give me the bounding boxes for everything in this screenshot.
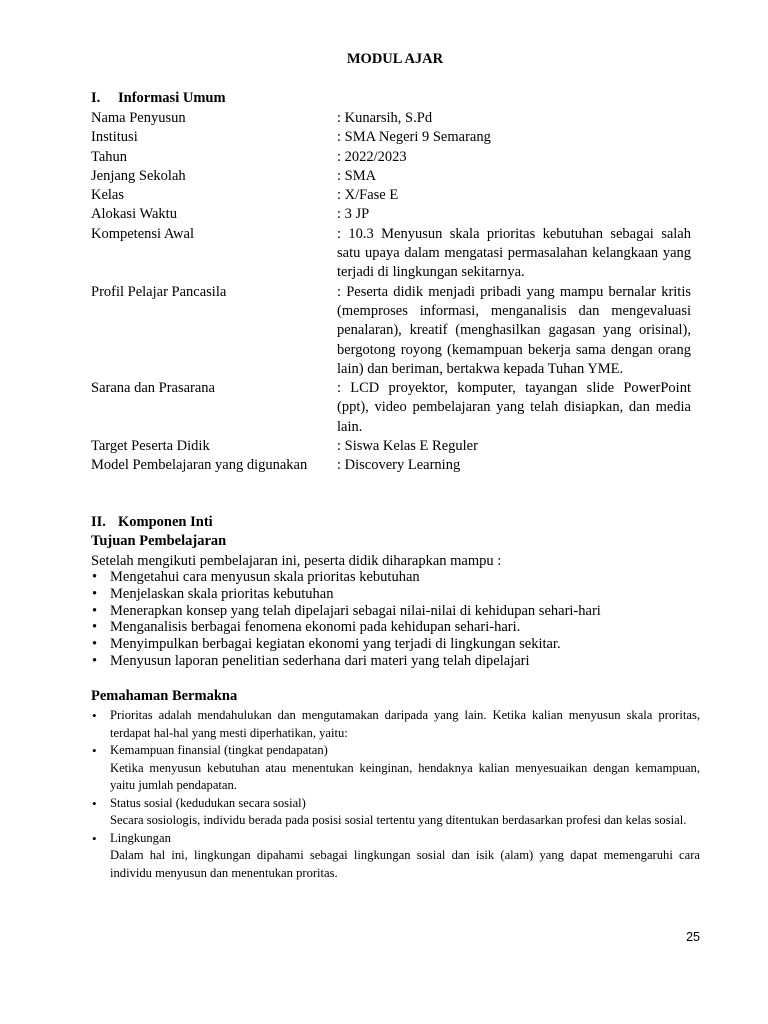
info-label: Alokasi Waktu — [91, 206, 177, 223]
info-value: : Peserta didik menjadi pribadi yang mampu bernalar kritis (memproses informasi, menganalisis dan mengevaluasi penalaran), kreatif (menghasilkan gagasan yang orisinal), bergotong royong (kemampuan bekerja sama dengan orang lain) dan beriman, bertakwa kepada Tuhan YME. — [337, 283, 691, 377]
tujuan-intro: Setelah mengikuti pembelajaran ini, peserta didik diharapkan mampu : — [91, 553, 502, 569]
bullet: • — [92, 708, 97, 723]
list-item-text: Menyusun laporan penelitian sederhana dari materi yang telah dipelajari — [110, 652, 530, 669]
section-heading-informasi-umum — [91, 90, 226, 107]
info-label: Target Peserta Didik — [91, 438, 210, 455]
info-row — [91, 456, 691, 475]
info-label: Profil Pelajar Pancasila — [91, 283, 227, 300]
info-label: Kompetensi Awal — [91, 225, 194, 242]
list-item — [91, 707, 700, 742]
info-label: Sarana dan Prasarana — [91, 380, 215, 397]
list-item — [91, 830, 700, 883]
info-row — [91, 167, 691, 186]
bullet: • — [92, 652, 98, 669]
section-title: Komponen Inti — [118, 514, 213, 530]
list-item-text: Prioritas adalah mendahulukan dan mengutamakan daripada yang lain. Ketika kalian menyusun skala proritas, terdapat hal-hal yang mesti diperhatikan, yaitu: — [110, 708, 700, 740]
list-item-text: Menjelaskan skala prioritas kebutuhan — [110, 585, 334, 602]
section-number: I. — [91, 90, 101, 106]
info-row — [91, 148, 691, 167]
info-row — [91, 379, 691, 437]
info-row — [91, 437, 691, 456]
list-item-text: Menyimpulkan berbagai kegiatan ekonomi yang terjadi di lingkungan sekitar. — [110, 636, 561, 653]
info-row — [91, 205, 691, 224]
section-title: Informasi Umum — [118, 90, 226, 106]
list-item-description: Dalam hal ini, lingkungan dipahami sebagai lingkungan sosial dan isik (alam) yang dapat memengaruhi cara individu menyusun dan menentukan proritas. — [110, 848, 700, 880]
info-value: : SMA Negeri 9 Semarang — [337, 129, 491, 146]
list-item — [91, 653, 701, 670]
list-item — [91, 742, 700, 795]
info-table — [91, 109, 691, 476]
bullet: • — [92, 795, 97, 811]
list-item — [91, 569, 701, 586]
bullet: • — [92, 619, 98, 636]
bullet: • — [92, 636, 98, 653]
bullet: • — [92, 830, 97, 846]
info-row — [91, 109, 691, 128]
info-row — [91, 283, 691, 379]
list-item-heading: Lingkungan — [110, 830, 171, 845]
list-item-text: Menganalisis berbagai fenomena ekonomi pada kehidupan sehari-hari. — [110, 619, 521, 636]
info-value: : SMA — [337, 167, 377, 184]
page-title: MODUL AJAR — [346, 51, 444, 67]
info-value: : Discovery Learning — [337, 457, 461, 474]
info-label: Model Pembelajaran yang digunakan — [91, 457, 308, 474]
bullet: • — [92, 585, 98, 602]
info-row — [91, 225, 691, 283]
info-label: Institusi — [91, 129, 138, 146]
list-item-text: Mengetahui cara menyusun skala prioritas kebutuhan — [110, 569, 420, 585]
list-item — [91, 619, 701, 636]
info-value: : 2022/2023 — [337, 148, 407, 165]
section-heading-komponen-inti — [91, 514, 213, 531]
tujuan-heading: Tujuan Pembelajaran — [91, 533, 227, 549]
list-item — [91, 586, 701, 603]
list-item-description: Ketika menyusun kebutuhan atau menentukan keinginan, hendaknya kalian menyesuaikan dengan kemampuan, yaitu jumlah pendapatan. — [110, 760, 700, 792]
info-value: : Siswa Kelas E Reguler — [337, 438, 478, 455]
info-value: : X/Fase E — [337, 187, 399, 204]
list-item — [91, 603, 701, 620]
info-value: : Kunarsih, S.Pd — [337, 110, 433, 126]
list-item — [91, 795, 700, 830]
bullet: • — [92, 743, 97, 758]
bullet: • — [92, 602, 98, 619]
tujuan-list — [91, 569, 701, 670]
info-label: Nama Penyusun — [91, 110, 186, 126]
pemahaman-heading: Pemahaman Bermakna — [91, 688, 238, 704]
pemahaman-list — [91, 707, 700, 882]
list-item-heading: Status sosial (kedudukan secara sosial) — [110, 795, 306, 810]
info-label: Jenjang Sekolah — [91, 167, 186, 184]
info-row — [91, 186, 691, 205]
info-value: : 10.3 Menyusun skala prioritas kebutuhan sebagai salah satu upaya dalam mengatasi permasalahan kelangkaan yang terjadi di lingkungan sekitarnya. — [337, 225, 691, 281]
section-number: II. — [91, 514, 106, 530]
list-item-heading: Kemampuan finansial (tingkat pendapatan) — [110, 743, 328, 757]
list-item-text: Menerapkan konsep yang telah dipelajari sebagai nilai-nilai di kehidupan sehari-hari — [110, 602, 601, 619]
page-number: 25 — [686, 930, 700, 944]
info-row — [91, 128, 691, 147]
info-value: : LCD proyektor, komputer, tayangan slide PowerPoint (ppt), video pembelajaran yang telah disiapkan, dan media lain. — [337, 380, 691, 435]
info-label: Tahun — [91, 148, 128, 165]
bullet: • — [92, 569, 98, 585]
list-item-description: Secara sosiologis, individu berada pada posisi sosial tertentu yang ditentukan berdasarkan profesi dan kelas sosial. — [110, 813, 687, 827]
info-label: Kelas — [91, 187, 125, 204]
list-item — [91, 636, 701, 653]
info-value: : 3 JP — [337, 206, 370, 223]
